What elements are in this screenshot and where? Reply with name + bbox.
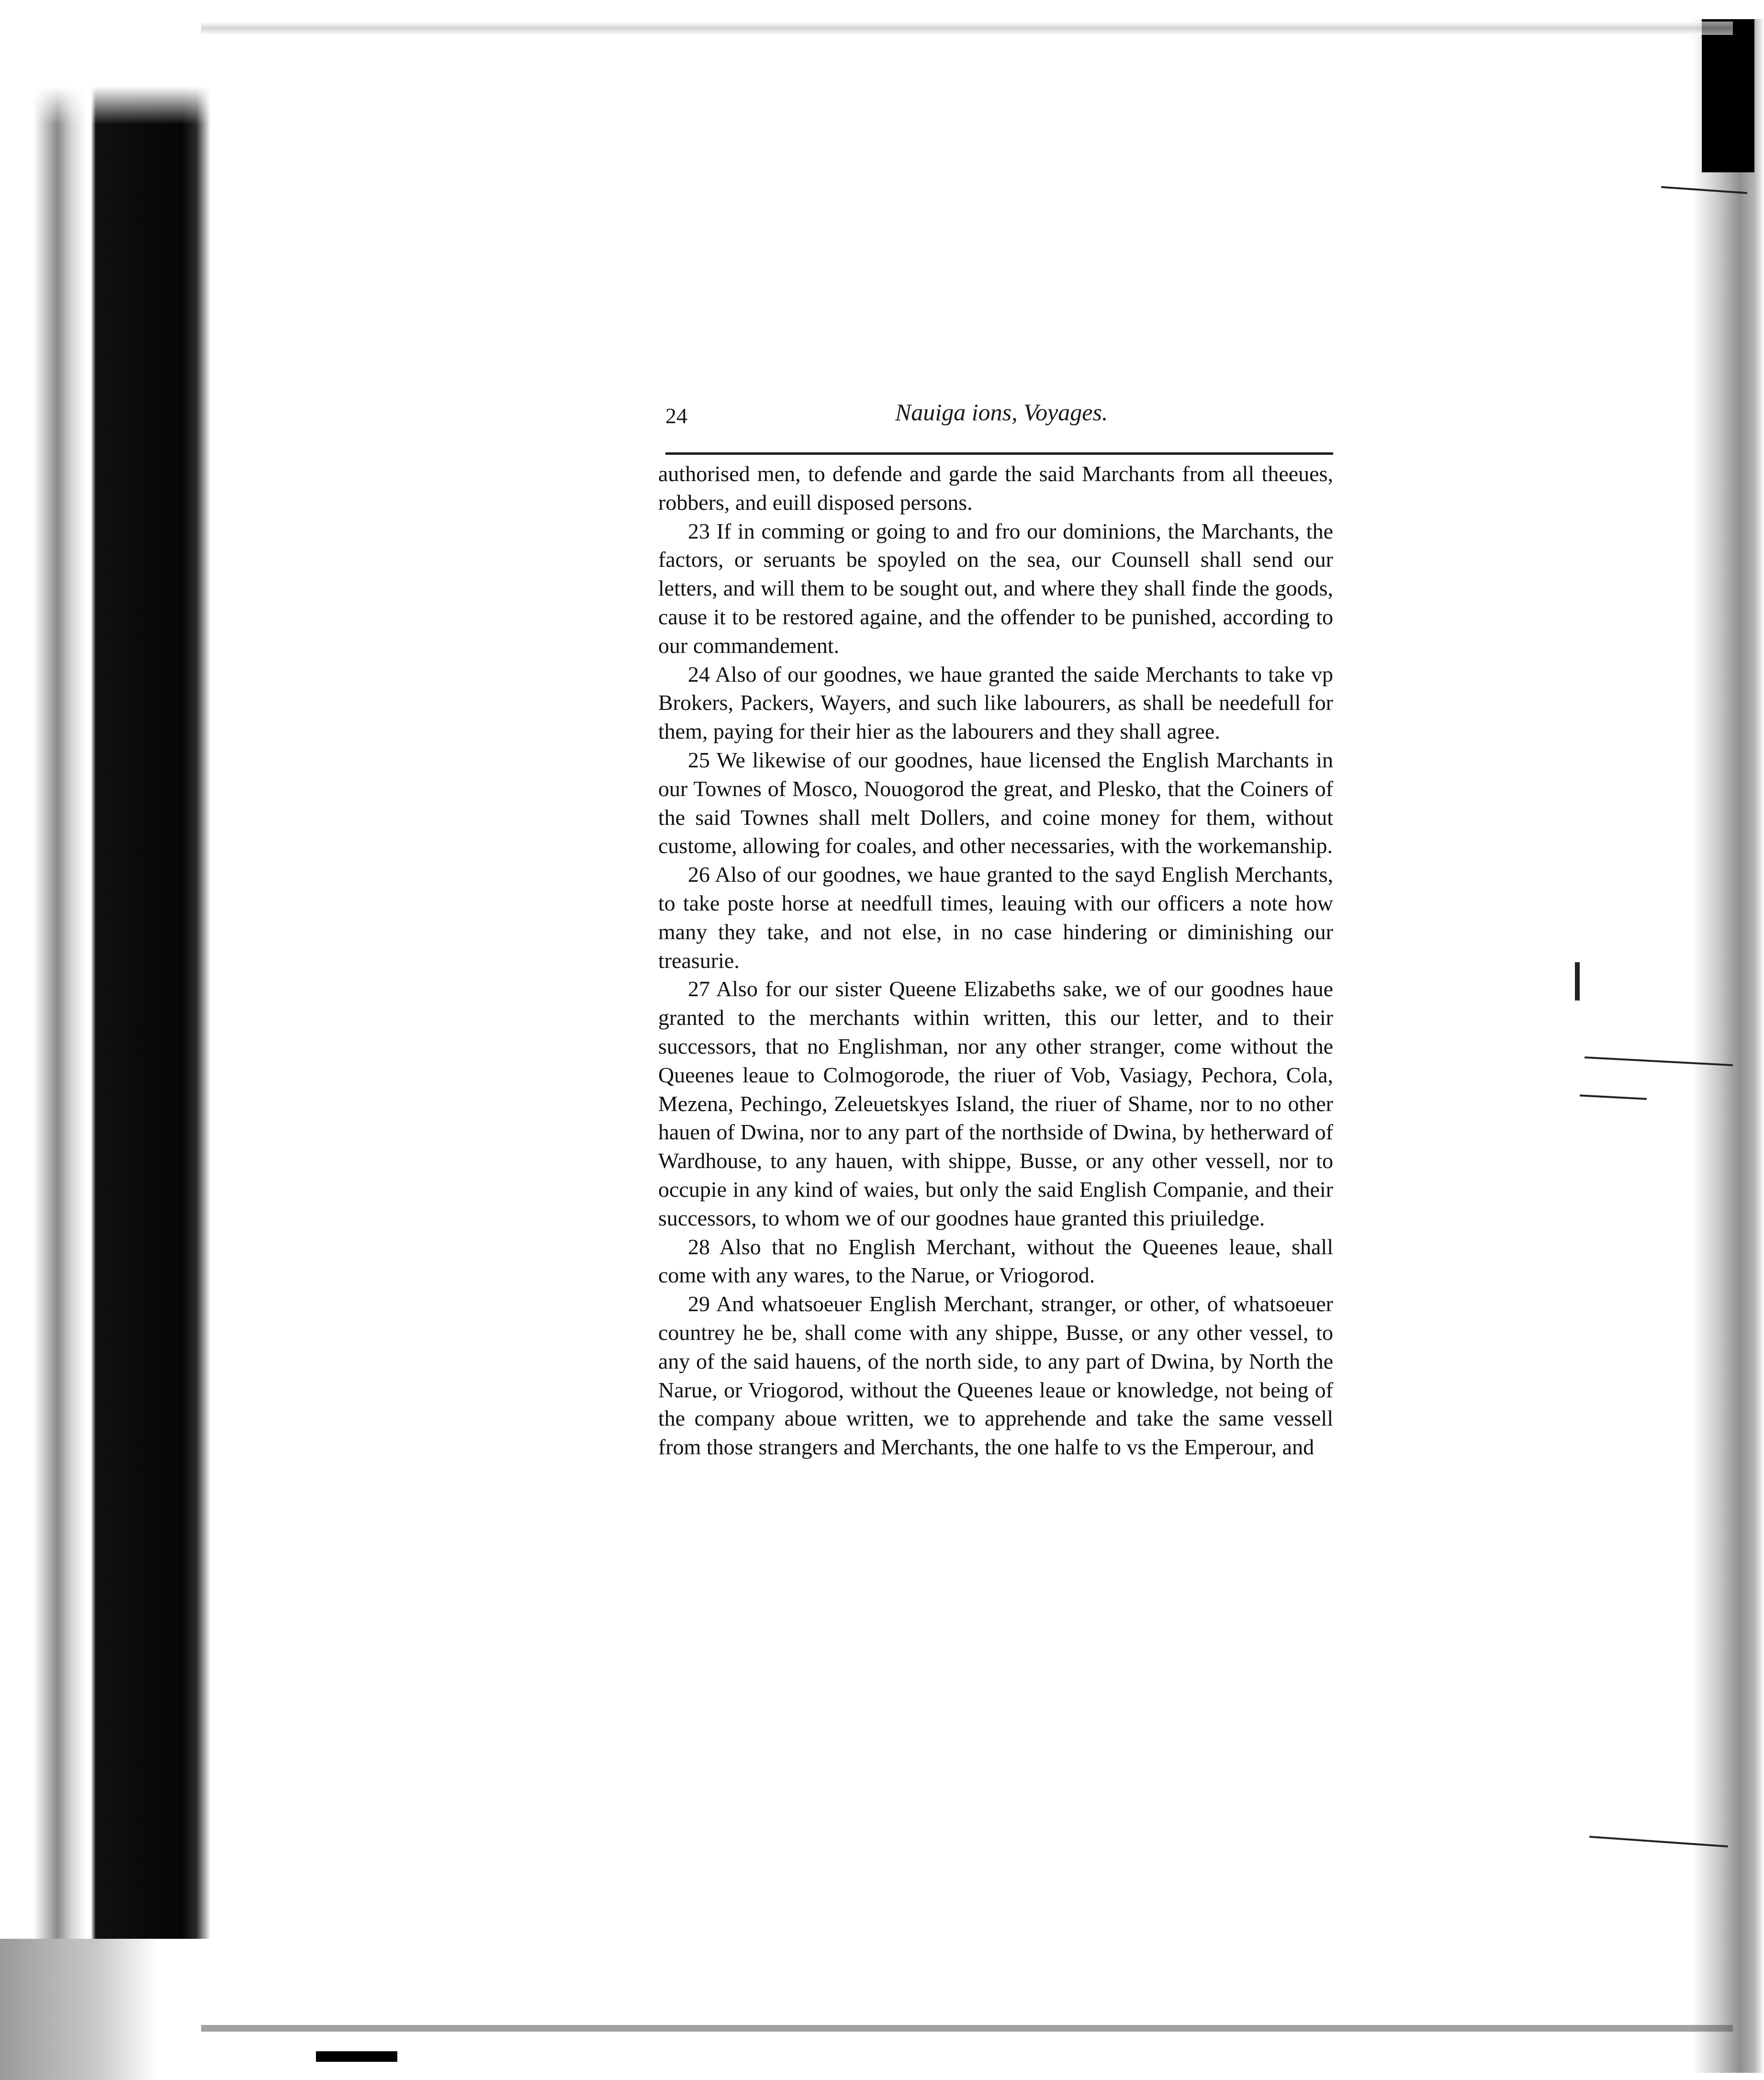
paragraph: 27 Also for our sister Queene Elizabeths sake, we of our goodnes haue granted to the merchants within written, this our letter, and to their successors, that no Englishman, nor any other stranger, come without the Queenes leaue to Colmogorode, the riuer of Vob, Vasiagy, Pechora, Cola, Mezena, Pechingo, Zeleuetskyes Island, the riuer of Shame, nor to no other hauen of Dwina, nor to any part of the northside of Dwina, by hetherward of Wardhouse, to any hauen, with shippe, Busse, or any other vessell, nor to occupie in any kind of waies, but only the said English Companie, and their successors, to whom we of our goodnes haue granted this priuiledge. <box>658 977 1333 1230</box>
scan-stray-line <box>1575 962 1580 1001</box>
scan-stray-line <box>1580 1094 1647 1100</box>
running-head <box>665 398 1336 437</box>
scan-left-edge-bottom-shadow <box>0 1939 211 2080</box>
scan-right-top-blot <box>1702 19 1754 172</box>
paragraph: 28 Also that no English Merchant, without the Queenes leaue, shall come with any wares, to the Narue, or Vriogorod. <box>658 1234 1333 1288</box>
scan-right-edge-shadow <box>1692 19 1764 2073</box>
scan-top-edge <box>201 22 1733 35</box>
paragraph: authorised men, to defende and garde the said Marchants from all theeues, robbers, and euill disposed persons. <box>658 461 1333 515</box>
paragraph: 29 And whatsoeuer English Merchant, stranger, or other, of whatsoeuer countrey he be, shall come with any shippe, Busse, or any other vessel, to any of the said hauens, of the north side, to any part of Dwina, by North the Narue, or Vriogorod, without the Queenes leaue or knowledge, not being of the company aboue written, we to apprehende and take the same vessell from those strangers and Merchants, the one halfe to vs the Emperour, and <box>658 1292 1333 1460</box>
page-number: 24 <box>665 404 687 428</box>
paragraph: 26 Also of our goodnes, we haue granted to the sayd English Merchants, to take poste horse at needfull times, leauing with our officers a note how many they take, and not else, in no case hindering or diminishing our treasurie. <box>658 862 1333 973</box>
paragraph: 23 If in comming or going to and fro our dominions, the Marchants, the factors, or seruants be spoyled on the sea, our Counsell shall send our letters, and will them to be sought out, and where they shall finde the goods, cause it to be restored againe, and the offender to be punished, according to our commandement. <box>658 518 1333 658</box>
body-text <box>658 460 1333 1462</box>
paragraph: 25 We likewise of our goodnes, haue licensed the English Marchants in our Townes of Mosco, Nouogorod the great, and Plesko, that the Coiners of the said Townes shall melt Dollers, and coine money for them, without custome, allowing for coales, and other necessaries, with the workemanship. <box>658 747 1333 858</box>
head-rule <box>665 452 1333 455</box>
running-title: Nauiga ions, Voyages. <box>895 399 1108 426</box>
scan-bottom-mark <box>316 2051 397 2062</box>
paragraph: 24 Also of our goodnes, we haue granted the saide Merchants to take vp Brokers, Packers, Wayers, and such like labourers, as shall be needefull for them, paying for their hier as the labourers and they shall agree. <box>658 662 1333 744</box>
scan-left-edge-fade <box>0 0 211 527</box>
scan-bottom-edge <box>201 2025 1733 2032</box>
